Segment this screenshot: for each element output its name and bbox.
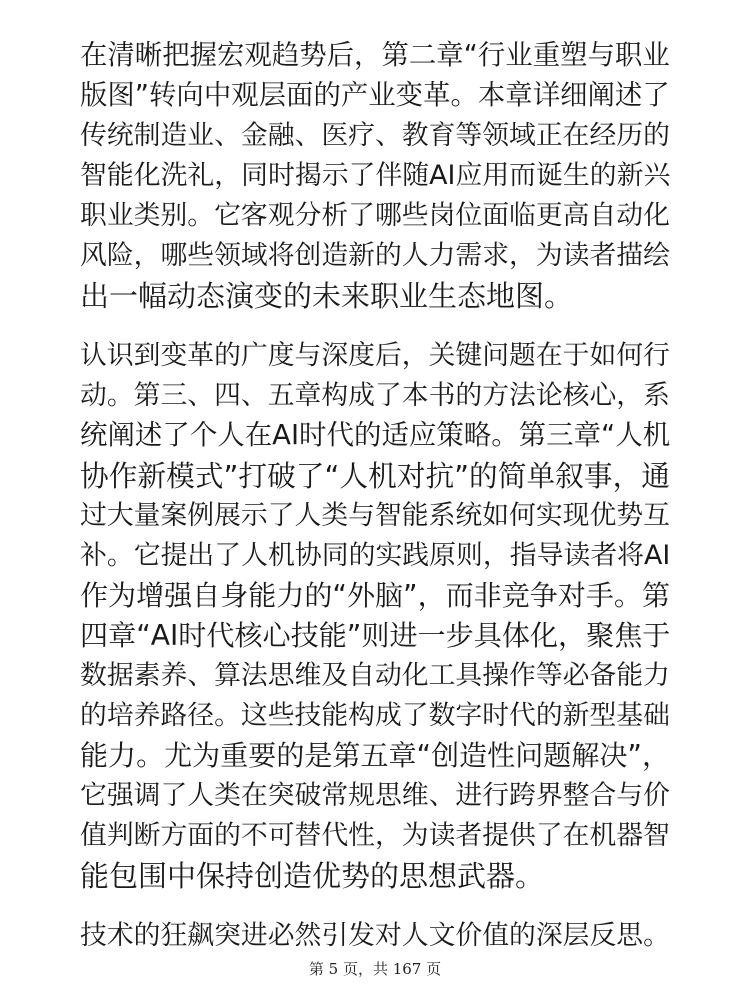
text-line: 智能化洗礼，同时揭示了伴随AI应用而诞生的新兴 [80, 160, 671, 191]
text-line: 能力。尤为重要的是第五章“创造性问题解决”， [80, 739, 670, 772]
document-body [80, 36, 670, 976]
text-line: 数据素养、算法思维及自动化工具操作等必备能力 [80, 660, 670, 691]
paragraph-2 [80, 336, 670, 896]
text-line: 在清晰把握宏观趋势后，第二章“行业重塑与职业 [80, 40, 670, 71]
text-line: 职业类别。它客观分析了哪些岗位面临更高自动化 [80, 200, 670, 231]
text-line: 作为增强自身能力的“外脑”，而非竞争对手。第 [80, 579, 670, 612]
page-number-footer: 第 5 页，共 167 页 [308, 960, 442, 978]
text-line: 值判断方面的不可替代性，为读者提供了在机器智 [80, 820, 670, 851]
text-line: 版图”转向中观层面的产业变革。本章详细阐述了 [80, 80, 670, 111]
text-line: 传统制造业、金融、医疗、教育等领域正在经历的 [80, 120, 670, 151]
paragraph-1 [80, 36, 670, 316]
text-line: 出一幅动态演变的未来职业生态地图。 [80, 279, 574, 313]
text-line: 补。它提出了人机协同的实践原则，指导读者将AI [80, 540, 671, 571]
text-line: 认识到变革的广度与深度后，关键问题在于如何行 [80, 340, 670, 371]
text-line: 能包围中保持创造优势的思想武器。 [80, 859, 545, 893]
text-line: 协作新模式”打破了“人机对抗”的简单叙事，通 [80, 459, 670, 493]
text-line: 它强调了人类在突破常规思维、进行跨界整合与价 [80, 780, 670, 811]
text-line: 四章“AI时代核心技能”则进一步具体化，聚焦于 [80, 619, 671, 652]
text-line: 的培养路径。这些技能构成了数字时代的新型基础 [80, 700, 670, 731]
text-line: 动。第三、四、五章构成了本书的方法论核心，系 [80, 380, 670, 411]
text-line: 过大量案例展示了人类与智能系统如何实现优势互 [80, 500, 670, 531]
text-line: 风险，哪些领域将创造新的人力需求，为读者描绘 [80, 240, 670, 271]
text-line: 技术的狂飙突进必然引发对人文价值的深层反思。 [80, 920, 670, 951]
paragraph-3 [80, 916, 670, 956]
text-line: 统阐述了个人在AI时代的适应策略。第三章“人机 [80, 420, 671, 451]
